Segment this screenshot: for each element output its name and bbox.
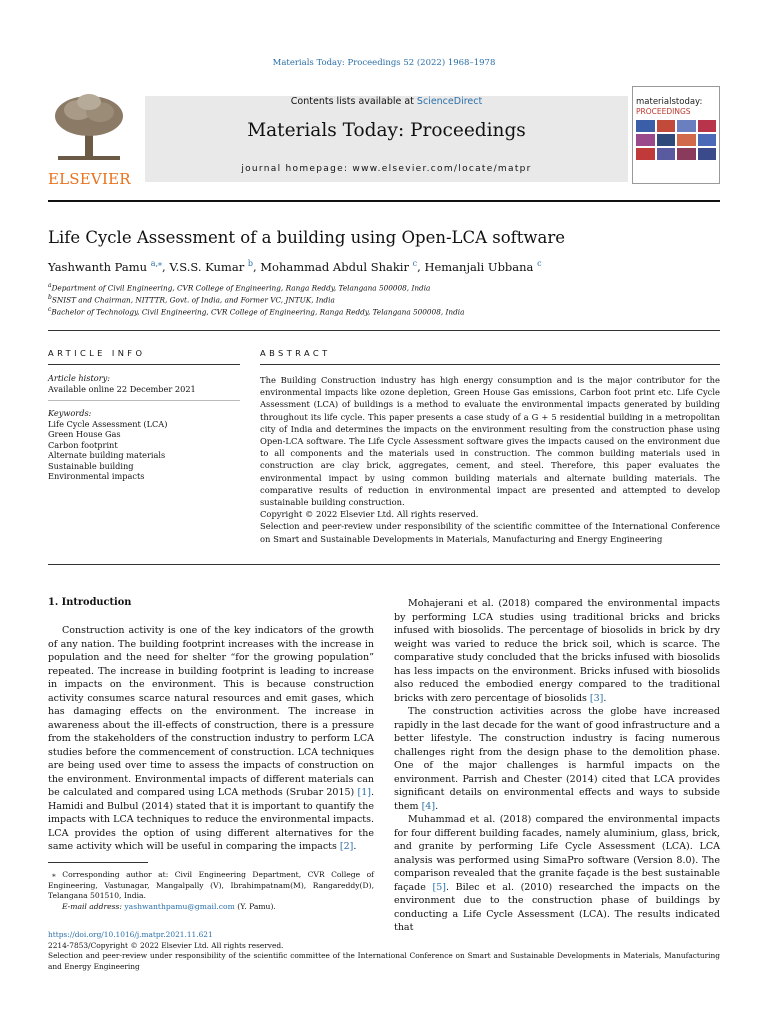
author-affiliation-marker[interactable]: a,⁎ [150, 259, 163, 268]
history-label: Article history: [48, 373, 110, 383]
abstract-end-rule [48, 564, 720, 565]
journal-homepage[interactable]: journal homepage: www.elsevier.com/locate/matpr [241, 164, 532, 174]
abstract-copyright: Copyright © 2022 Elsevier Ltd. All rights reserved. [260, 509, 479, 520]
cover-image-grid [633, 120, 719, 160]
author-affiliation-marker[interactable]: c [537, 259, 542, 268]
author-name: V.S.S. Kumar [169, 259, 245, 274]
article-info-rule [48, 364, 240, 365]
article-info-heading: ARTICLE INFO [48, 348, 146, 358]
citation-link[interactable]: [4] [421, 800, 436, 812]
author-name: Mohammad Abdul Shakir [260, 259, 409, 274]
journal-title: Materials Today: Proceedings [247, 120, 526, 141]
introduction-heading: 1. Introduction [48, 597, 132, 608]
keyword: Green House Gas [48, 429, 121, 439]
affiliation: $^c$Bachelor of Technology, Civil Engineering, CVR College of Engineering, Ranga Reddy, Telangana 500008, India [48, 306, 465, 317]
author-affiliation-marker[interactable]: c [412, 259, 418, 268]
cover-title-line1: materialstoday: [636, 97, 703, 107]
corresponding-author-text: ⁎ Corresponding author at: Civil Engineering Department, CVR College of Engineering, Vastunagar, Mangalpally (V), Ibrahimpatnam(M), Rangareddy(D), Telangana 501510, India. [48, 870, 374, 900]
keyword: Sustainable building [48, 460, 134, 471]
paragraph: Construction activity is one of the key indicators of the growth of any nation. The building footprint increases with the increase in population and the need for shelter “for the growing population” repeated. The increase in building footprint is leading to increase in impacts on the environment. This is because construction activity consumes scarce natural resources and emit gases, which has damaging effects on the environment. The increase in awareness about the ill-effects of construction, there is a pressure from the stakeholders of the construction industry to perform LCA studies before the commencement of construction. LCA techniques are being used over time to assess the impacts of construction on the environment. Environmental impacts of different materials can be calculated and compared using LCA methods (Srubar 2015) [1]. Hamidi and Bulbul (2014) stated that it is important to quantify the impacts with LCA techniques to reduce the environmental impacts. LCA provides the option of using different alternatives for the same activity which will be useful in comparing the impacts [2]. [48, 625, 374, 852]
affiliation: $^b$SNIST and Chairman, NITTTR, Govt. of India, and Former VC, JNTUK, India [48, 294, 335, 305]
page-footer [48, 930, 720, 972]
keyword: Alternate building materials [48, 450, 166, 460]
elsevier-logo[interactable] [48, 92, 131, 188]
keyword: Carbon footprint [48, 439, 118, 450]
keywords-label: Keywords: [48, 408, 92, 418]
doi-link[interactable]: https://doi.org/10.1016/j.matpr.2021.11.621 [48, 930, 213, 939]
abstract-heading: ABSTRACT [260, 348, 331, 358]
paragraph: The construction activities across the globe have increased rapidly in the last decade for the want of good infrastructure and a better lifestyle. The construction industry is facing numerous challenges right from the design phase to the demolition phase. One of the major challenges is harmful impacts on the environment. Parrish and Chester (2014) cited that LCA provides significant details on environmental effects and ways to subside them [4]. [394, 706, 720, 812]
keyword: Environmental impacts [48, 471, 145, 481]
journal-reference[interactable]: Materials Today: Proceedings 52 (2022) 1968–1978 [272, 58, 496, 68]
elsevier-tree-icon [48, 92, 130, 164]
author-name: Hemanjali Ubbana [424, 259, 534, 274]
paragraph: Mohajerani et al. (2018) compared the environmental impacts by performing LCA studies using traditional bricks and bricks infused with biosolids. The percentage of biosolids in brick by dry weight was varied to reduce the brick soil, which is scarce. The comparative study concluded that the bricks infused with biosolids has less impacts on the environment. Bricks infused with biosolids also reduced the embodied energy compared to the traditional bricks with zero percentage of biosolids [3]. [394, 598, 720, 704]
abstract-selection: Selection and peer-review under responsibility of the scientific committee of the International Conference on Smart and Sustainable Developments in Materials, Manufacturing and Energy Engineering [260, 521, 720, 544]
footer-selection: Selection and peer-review under responsibility of the scientific committee of the International Conference on Smart and Sustainable Developments in Materials, Manufacturing and Energy Engineering [48, 951, 720, 971]
header-rule [48, 200, 720, 202]
sciencedirect-link[interactable]: ScienceDirect [416, 96, 483, 107]
author-list: Yashwanth Pamu $^{a,⁎}$, V.S.S. Kumar $^b$, Mohammad Abdul Shakir $^c$, Hemanjali Ubbana $^c$ [48, 259, 542, 274]
email-line: E-mail address: yashwanthpamu@gmail.com (Y. Pamu). [62, 901, 276, 911]
history-value: Available online 22 December 2021 [48, 383, 196, 394]
keyword: Life Cycle Assessment (LCA) [48, 418, 168, 429]
article-history [48, 373, 240, 394]
keywords-block [48, 408, 240, 482]
footnote-rule [48, 862, 148, 863]
author-name: Yashwanth Pamu [48, 259, 148, 274]
article-title: Life Cycle Assessment of a building using Open-LCA software [48, 228, 566, 247]
abstract-rule [260, 364, 720, 365]
citation-link[interactable]: [2] [339, 841, 354, 852]
introduction-left-column [48, 624, 374, 854]
affiliation-rule [48, 330, 720, 331]
corresponding-author-note [48, 870, 374, 912]
citation-link[interactable]: [1] [357, 787, 371, 798]
author-affiliation-marker[interactable]: b [247, 259, 253, 268]
abstract-text [260, 374, 720, 545]
contents-availability: Contents lists available at ScienceDirect [290, 96, 483, 107]
citation-link[interactable]: [5] [432, 881, 446, 893]
paragraph: Muhammad et al. (2018) compared the environmental impacts for four different building facades, namely aluminium, glass, brick, and granite by performing Life Cycle Assessment (LCA). LCA analysis was performed using SimaPro software (Version 8.0). The comparison revealed that the granite façade is the best sustainable façade [5]. Bilec et al. (2010) researched the impacts on the environment due to the construction phase of buildings by conducting a Life Cycle Assessment (LCA). The results indicated that [394, 814, 720, 933]
journal-cover-thumbnail[interactable] [632, 86, 720, 184]
email-link[interactable]: yashwanthpamu@gmail.com [124, 901, 235, 911]
affiliation: $^a$Department of Civil Engineering, CVR College of Engineering, Ranga Reddy, Telangana 500008, India [48, 282, 431, 293]
elsevier-wordmark: ELSEVIER [48, 170, 131, 188]
introduction-right-column [394, 597, 720, 935]
citation-link[interactable]: [3] [589, 692, 604, 704]
abstract-body: The Building Construction industry has high energy consumption and is the major contributor for the environmental impacts like ozone depletion, Green House Gas emissions, Carbon foot print etc. Life Cycle Assessment (LCA) of buildings is a method to evaluate the environmental impacts generated by building throughout its life cycle. This paper presents a case study of a G + 5 residential building in a metropolitan city of India and determines the impacts on the environment resulting from the construction phase using Open-LCA software. The Life Cycle Assessment software gives the impacts caused on the environment due to all components and the materials used in construction. The common building materials used in construction are clay brick, aggregates, cement, and steel. Therefore, this paper evaluates the environmental impact by using common building materials and alternate building materials. The comparative results of reduction in environmental impact are presented and attempted to develop sustainable building construction. [260, 375, 720, 508]
keywords-rule [48, 400, 240, 401]
cover-title-line2: PROCEEDINGS [636, 107, 691, 116]
issn-copyright: 2214-7853/Copyright © 2022 Elsevier Ltd. All rights reserved. [48, 940, 284, 950]
